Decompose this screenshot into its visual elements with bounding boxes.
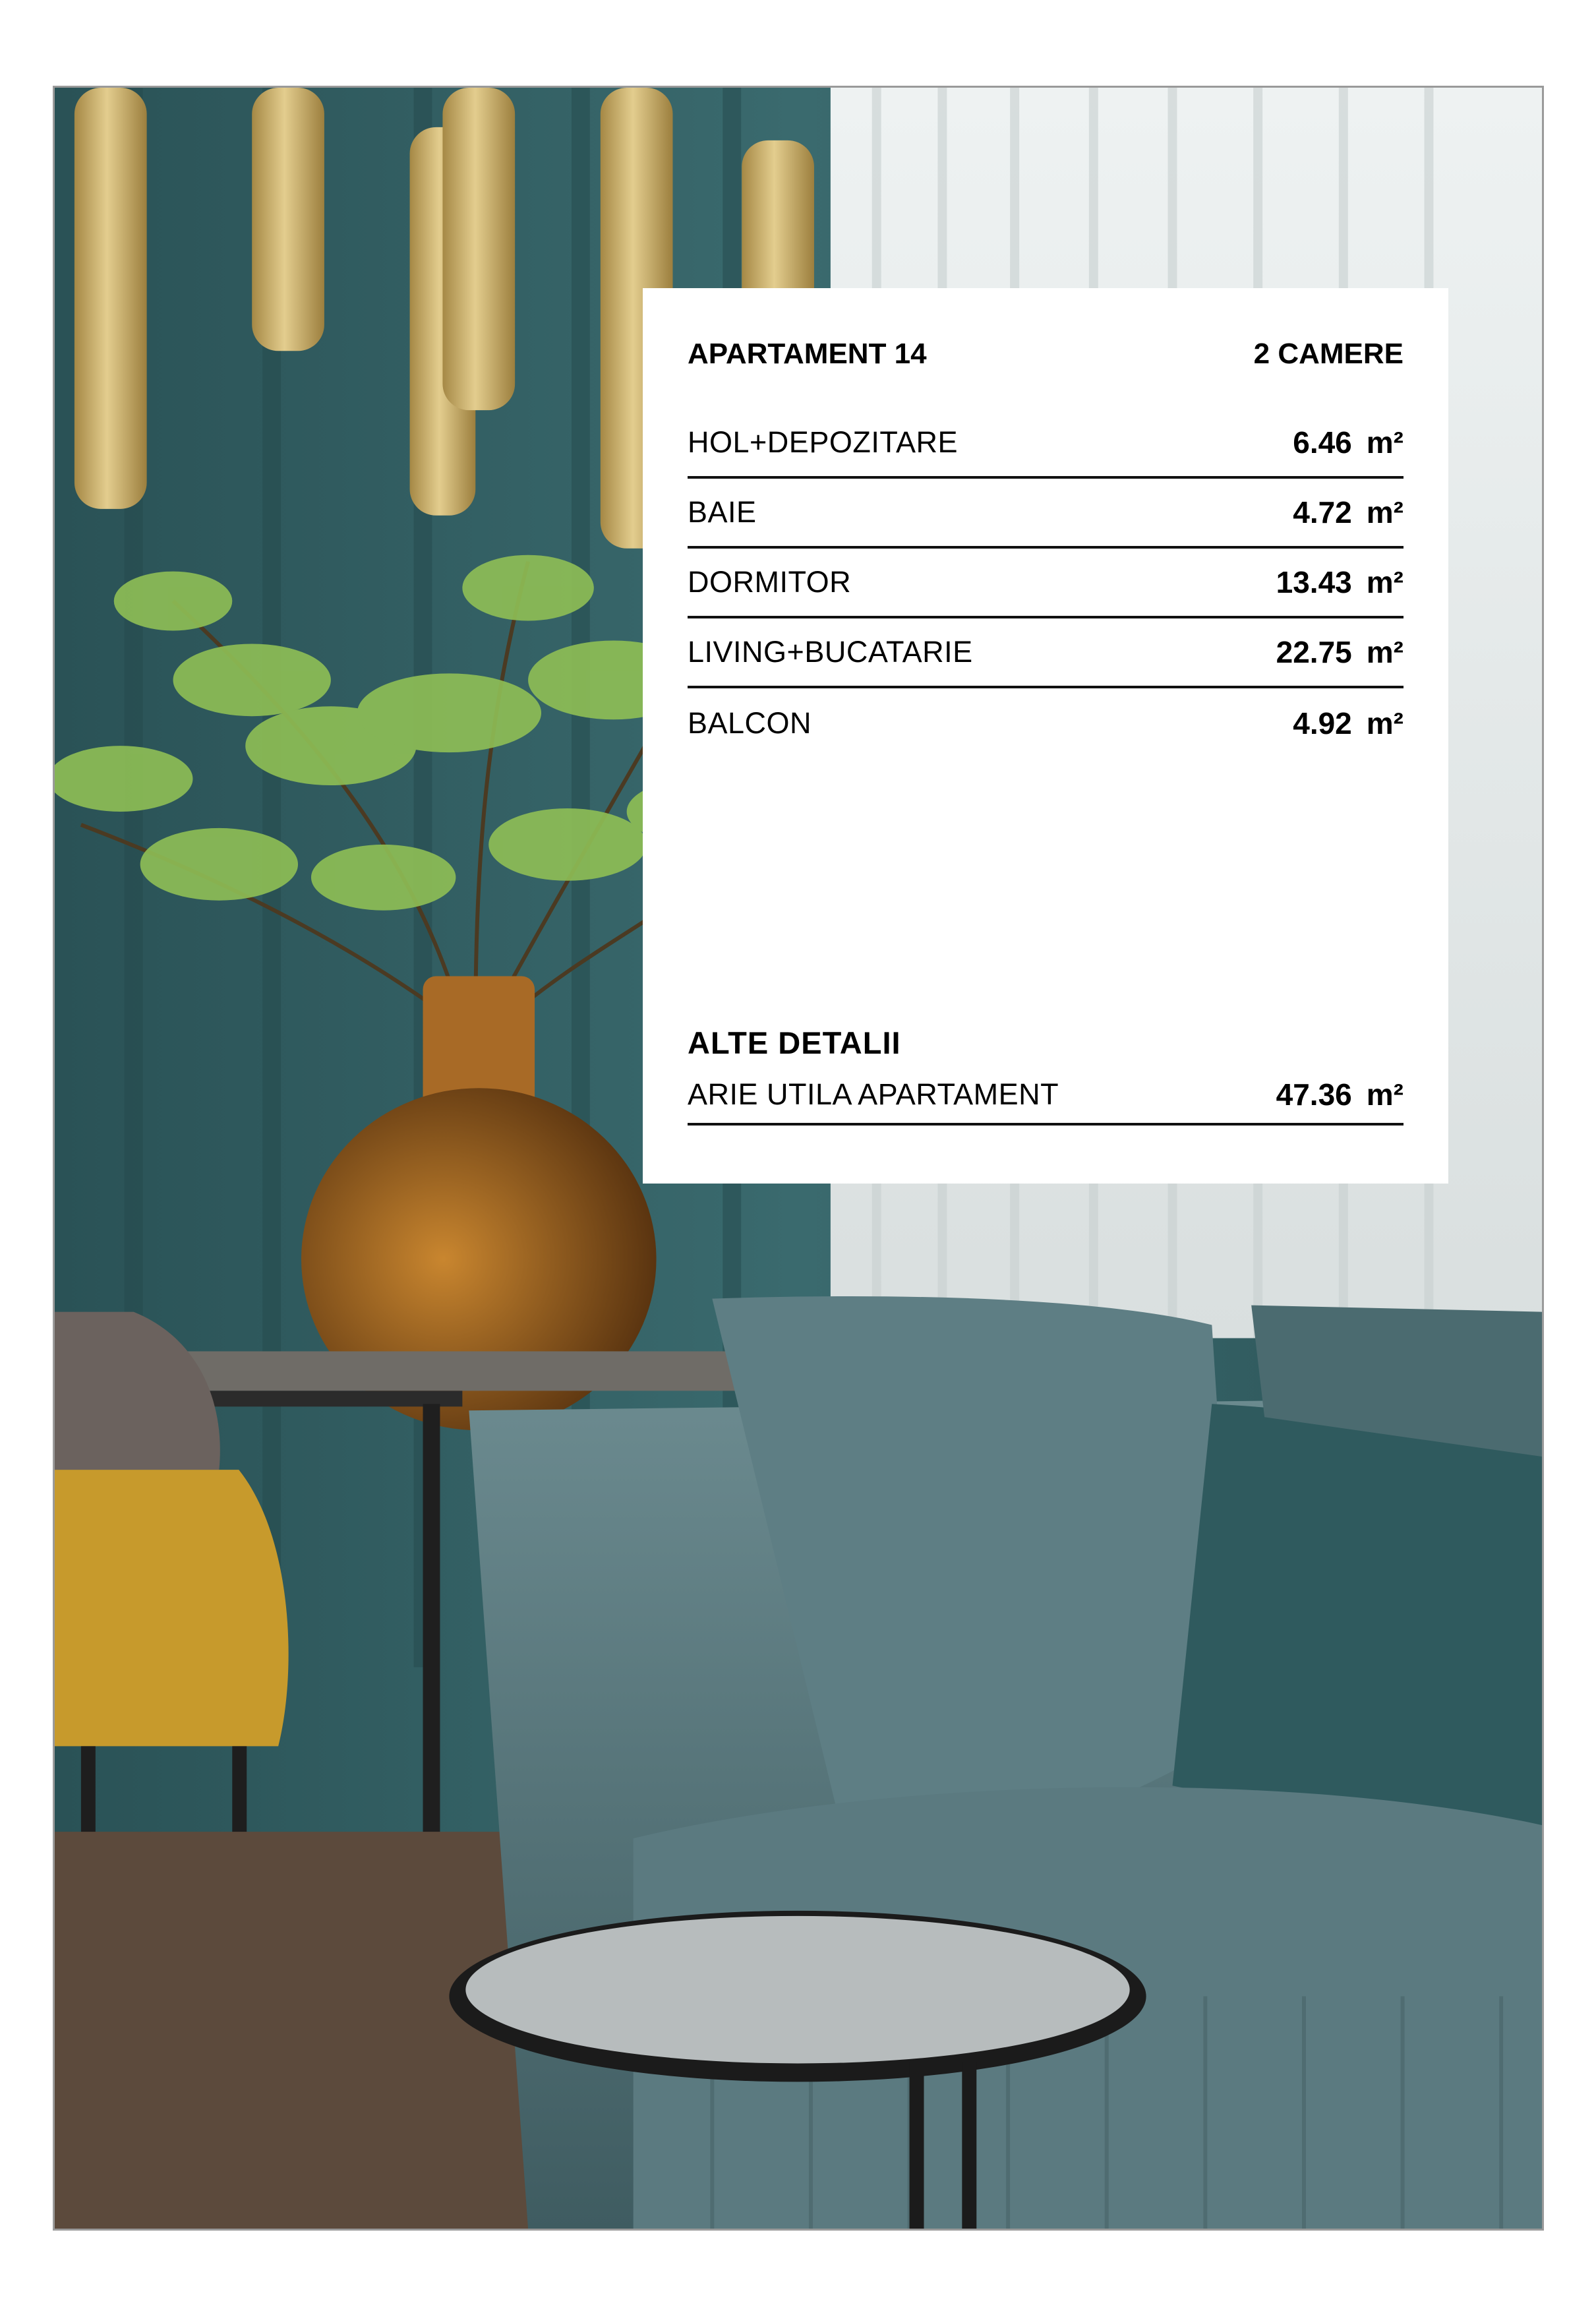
usable-area — [1276, 1077, 1404, 1112]
card-header — [688, 334, 1404, 374]
apartment-title: APARTAMENT 14 — [688, 338, 927, 370]
usable-area-value: 47.36 — [1276, 1077, 1352, 1112]
area-unit: m² — [1366, 565, 1404, 599]
room-area-value: 4.72 — [1293, 495, 1352, 529]
room-label: HOL+DEPOZITARE — [688, 425, 959, 459]
room-area — [1293, 425, 1404, 460]
rooms-count: 2 CAMERE — [1253, 338, 1404, 370]
room-row — [688, 409, 1404, 479]
area-unit: m² — [1366, 706, 1404, 740]
area-unit: m² — [1366, 495, 1404, 529]
room-label: LIVING+BUCATARIE — [688, 635, 973, 669]
room-area-value: 22.75 — [1276, 635, 1352, 669]
other-details-section — [688, 1020, 1404, 1126]
other-details-title: ALTE DETALII — [688, 1025, 901, 1060]
room-row — [688, 618, 1404, 688]
usable-area-label: ARIE UTILA APARTAMENT — [688, 1077, 1059, 1111]
room-area-value: 6.46 — [1293, 425, 1352, 460]
area-unit: m² — [1366, 425, 1404, 460]
room-area-value: 4.92 — [1293, 706, 1352, 740]
room-areas-list — [688, 409, 1404, 758]
usable-area-row — [688, 1066, 1404, 1126]
room-row — [688, 549, 1404, 618]
room-row — [688, 688, 1404, 758]
area-unit: m² — [1366, 1077, 1404, 1112]
room-label: BALCON — [688, 706, 812, 740]
room-label: DORMITOR — [688, 565, 852, 599]
area-unit: m² — [1366, 635, 1404, 669]
room-area-value: 13.43 — [1276, 565, 1352, 599]
room-row — [688, 479, 1404, 549]
room-area — [1293, 495, 1404, 530]
room-area — [1276, 634, 1404, 670]
room-area — [1276, 564, 1404, 600]
apartment-info-card — [643, 288, 1448, 1184]
room-label: BAIE — [688, 495, 757, 529]
room-area — [1293, 706, 1404, 741]
